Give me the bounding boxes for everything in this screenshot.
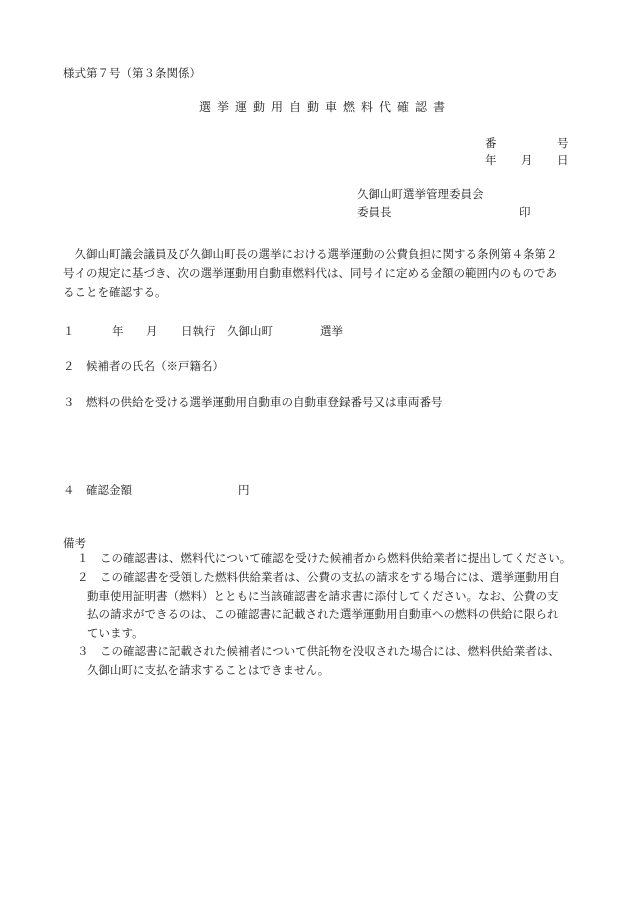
note-2 (77, 568, 577, 642)
body-line: ることを確認する。 (63, 285, 167, 299)
note-line: ３ この確認書に記載された候補者について供託物を没収された場合には、燃料供給業者は、 (77, 644, 560, 658)
date-month-label: 月 (521, 153, 533, 167)
date-year-label: 年 (485, 153, 497, 167)
note-line: 払の請求ができるのは、この確認書に記載された選挙運動用自動車への燃料の供給に限られ (87, 607, 559, 621)
note-line: 久御山町に支払を請求することはできません。 (87, 662, 330, 677)
note-1 (77, 549, 577, 568)
notes-heading: 備考 (63, 536, 86, 550)
item2-candidate-name: ２ 候補者の氏名（※戸籍名） (63, 359, 224, 373)
item1-day-and-town: 日執行 久御山町 (181, 324, 273, 338)
body-paragraph (63, 245, 573, 302)
issuer-organization: 久御山町選挙管理委員会 (357, 187, 484, 201)
note-line: ています。 (87, 625, 144, 640)
document-title: 選挙運動用自動車燃料代確認書 (199, 100, 452, 114)
form-number: 様式第７号（第３条関係） (63, 66, 201, 80)
item1-election: 選挙 (320, 324, 343, 338)
item3-vehicle-number: ３ 燃料の供給を受ける選挙運動用自動車の自動車登録番号又は車両番号 (63, 395, 443, 409)
item1-month: 月 (146, 324, 158, 338)
item1-year: 年 (112, 324, 124, 338)
item4-yen-unit: 円 (238, 483, 250, 497)
note-line: ２ この確認書を受領した燃料供給業者は、公費の支払の請求をする場合には、選挙運動用自 (77, 570, 560, 584)
item1-number: １ (63, 324, 75, 338)
body-line: 号イの規定に基づき、次の選挙運動用自動車燃料代は、同号イに定める金額の範囲内のものであ (63, 266, 558, 280)
note-3 (77, 642, 577, 679)
issuer-position: 委員長 (357, 205, 392, 219)
body-line: 久御山町議会議員及び久御山町長の選挙における選挙運動の公費負担に関する条例第４条第２ (63, 247, 558, 261)
number-label-left: 番 (485, 136, 497, 150)
seal-mark: 印 (519, 205, 531, 219)
note-line: １ この確認書は、燃料代について確認を受けた候補者から燃料供給業者に提出してください。 (77, 551, 572, 565)
item4-confirmed-amount: ４ 確認金額 (63, 483, 132, 497)
note-line: 動車使用証明書（燃料）とともに当該確認書を請求書に添付してください。なお、公費の支 (87, 588, 559, 603)
number-label-right: 号 (557, 136, 569, 150)
date-day-label: 日 (557, 153, 569, 167)
